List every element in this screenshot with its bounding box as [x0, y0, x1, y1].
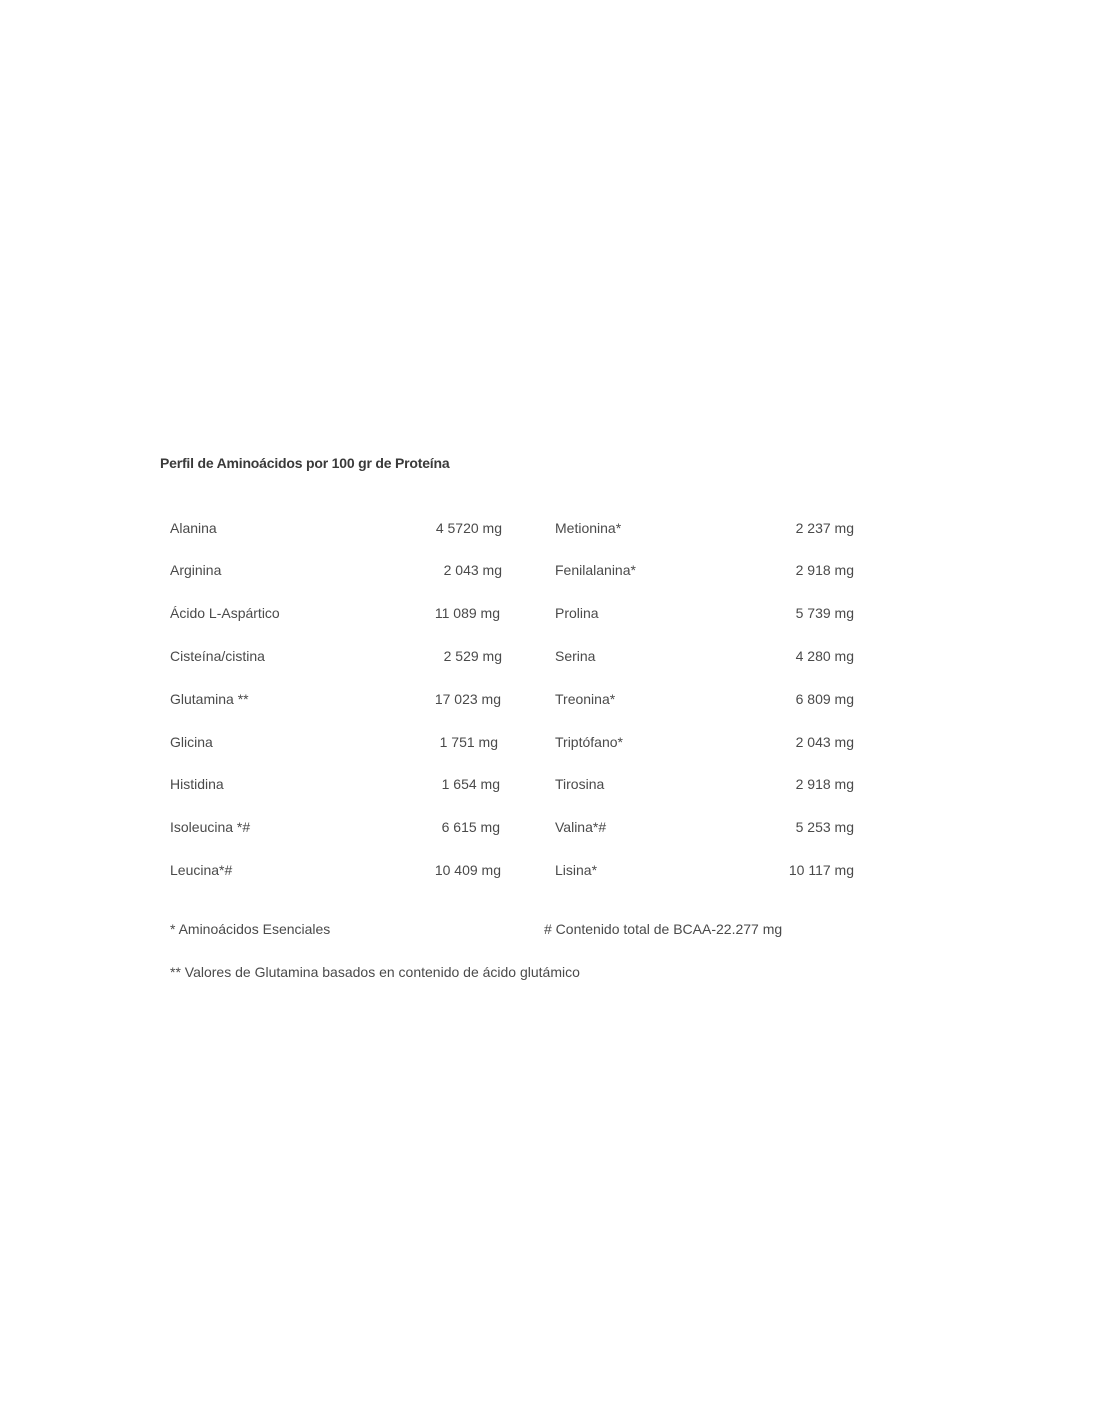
- amino-acid-name: Lisina*: [555, 862, 598, 878]
- glutamine-note: ** Valores de Glutamina basados en contenido de ácido glutámico: [170, 964, 580, 980]
- page-title: Perfil de Aminoácidos por 100 gr de Proteína: [160, 455, 450, 471]
- amino-acid-value: 10 409 mg: [434, 862, 501, 878]
- amino-acid-name: Prolina: [555, 605, 599, 621]
- amino-acid-value: 1 654 mg: [441, 776, 500, 792]
- amino-acid-name: Leucina*#: [170, 862, 233, 878]
- table-row: [0, 819, 1100, 839]
- amino-acid-value: 2 043 mg: [795, 734, 854, 750]
- amino-acid-name: Histidina: [170, 776, 224, 792]
- amino-acid-value: 17 023 mg: [434, 691, 501, 707]
- table-row: [0, 691, 1100, 711]
- amino-acid-value: 2 918 mg: [795, 776, 854, 792]
- essential-amino-acids-note: * Aminoácidos Esenciales: [170, 921, 331, 937]
- amino-acid-value: 6 615 mg: [441, 819, 500, 835]
- amino-acid-name: Ácido L-Aspártico: [170, 605, 280, 621]
- amino-acid-name: Arginina: [170, 562, 222, 578]
- amino-acid-value: 2 918 mg: [795, 562, 854, 578]
- amino-acid-name: Fenilalanina*: [555, 562, 636, 578]
- amino-acid-name: Valina*#: [555, 819, 607, 835]
- amino-acid-name: Alanina: [170, 520, 217, 536]
- amino-acid-name: Isoleucina *#: [170, 819, 251, 835]
- amino-acid-value: 11 089 mg: [434, 605, 500, 621]
- amino-acid-value: 2 529 mg: [443, 648, 502, 664]
- amino-acid-value: 5 739 mg: [795, 605, 854, 621]
- bcaa-total-note: # Contenido total de BCAA-22.277 mg: [544, 921, 783, 937]
- table-row: [0, 734, 1100, 754]
- amino-acid-value: 4 280 mg: [795, 648, 854, 664]
- amino-acid-value: 1 751 mg: [439, 734, 498, 750]
- amino-acid-name: Triptófano*: [555, 734, 623, 750]
- table-row: [0, 648, 1100, 668]
- table-row: [0, 520, 1100, 540]
- amino-acid-name: Glicina: [170, 734, 213, 750]
- amino-acid-value: 2 237 mg: [795, 520, 854, 536]
- amino-acid-value: 6 809 mg: [795, 691, 854, 707]
- amino-acid-name: Treonina*: [555, 691, 616, 707]
- amino-acid-name: Serina: [555, 648, 596, 664]
- amino-acid-name: Cisteína/cistina: [170, 648, 265, 664]
- table-row: [0, 562, 1100, 582]
- amino-acid-value: 10 117 mg: [788, 862, 854, 878]
- amino-acid-value: 5 253 mg: [795, 819, 854, 835]
- table-row: [0, 605, 1100, 625]
- table-row: [0, 776, 1100, 796]
- amino-acid-value: 4 5720 mg: [435, 520, 502, 536]
- amino-acid-name: Metionina*: [555, 520, 622, 536]
- table-row: [0, 862, 1100, 882]
- amino-acid-name: Glutamina **: [170, 691, 249, 707]
- amino-acid-value: 2 043 mg: [443, 562, 502, 578]
- amino-acid-name: Tirosina: [555, 776, 605, 792]
